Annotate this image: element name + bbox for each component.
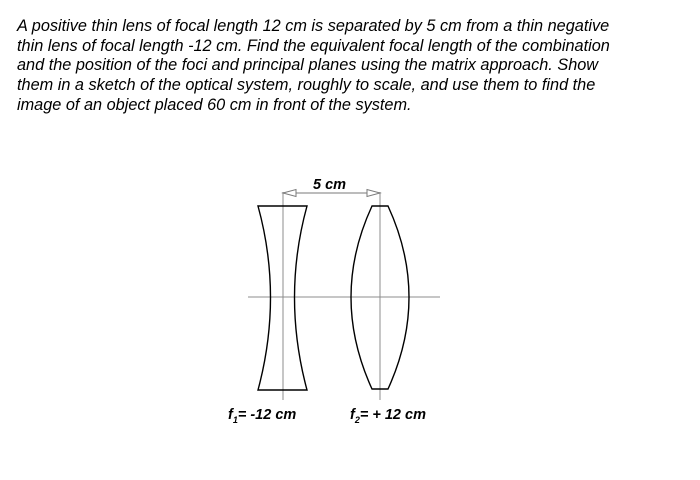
separation-label: 5 cm — [313, 177, 347, 193]
lens1-focal-subscript: 1 — [232, 415, 238, 425]
lens2-focal-symbol: f — [350, 407, 355, 423]
dimension-arrow-left — [283, 190, 296, 197]
lens1-focal-label — [228, 407, 296, 425]
lens2-focal-label — [350, 407, 426, 425]
lens2-focal-value: = + 12 cm — [359, 407, 426, 423]
problem-line: A positive thin lens of focal length 12 cm is separated by 5 cm from a thin negative — [17, 17, 610, 35]
lens1-focal-value: = -12 cm — [237, 407, 297, 423]
problem-line: them in a sketch of the optical system, roughly to scale, and use them to find the — [17, 76, 596, 95]
problem-line: thin lens of focal length -12 cm. Find the equivalent focal length of the combination — [17, 36, 610, 55]
dimension-arrow-right — [367, 190, 380, 197]
lens1-focal-symbol: f — [228, 407, 233, 423]
lens2-focal-subscript: 2 — [354, 415, 360, 425]
problem-line: image of an object placed 60 cm in front of the system. — [17, 95, 412, 114]
problem-line: and the position of the foci and principal planes using the matrix approach. Show — [17, 56, 599, 75]
